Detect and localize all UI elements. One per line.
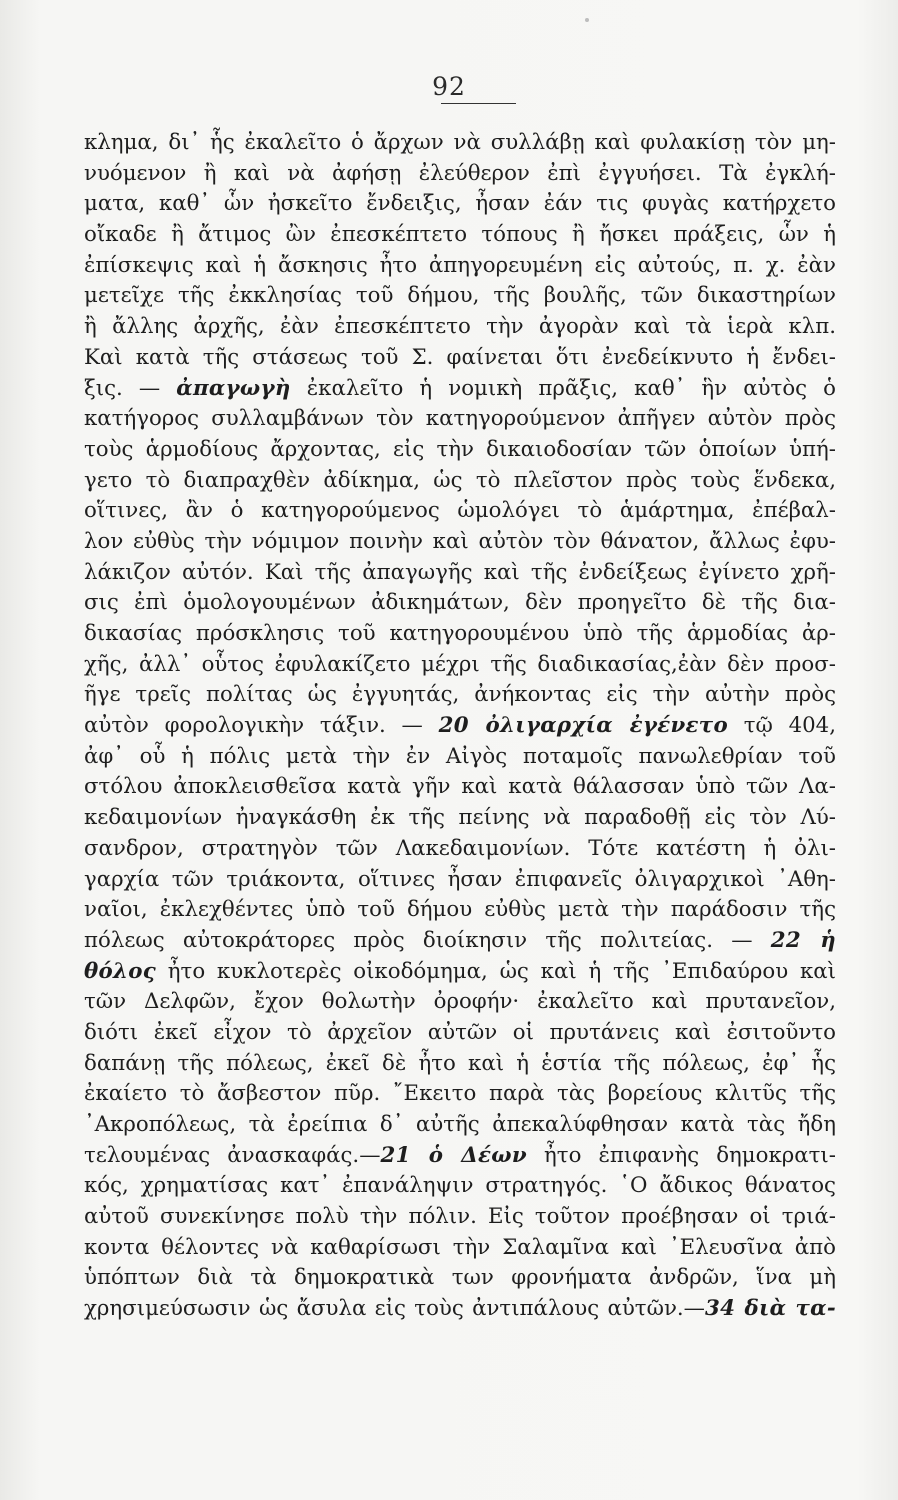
page-number-rule <box>441 103 516 104</box>
text-line <box>84 650 836 681</box>
text-run: ἦτο κυκλοτερὲς οἰκοδόμημα, ὡς καὶ ἡ τῆς ᾿Επιδαύρου καὶ <box>156 958 836 984</box>
text-run: γαρχία τῶν τριάκοντα, οἵτινες ἦσαν ἐπιφανεῖς ὀλιγαρχικοὶ ᾿Αθη- <box>84 866 836 892</box>
text-run: ἐκαίετο τὸ ἄσβεστον πῦρ. ῎Εκειτο παρὰ τὰς βορείους κλιτῦς τῆς <box>84 1081 836 1107</box>
text-run: χρησιμεύσωσιν ὡς ἄσυλα εἰς τοὺς ἀντιπάλους αὐτῶν.— <box>84 1296 705 1322</box>
text-run: γετο τὸ διαπραχθὲν ἀδίκημα, ὡς τὸ πλεῖστον πρὸς τοὺς ἕνδεκα, <box>84 467 836 493</box>
text-run: κλημα, δι᾿ ἧς ἐκαλεῖτο ὁ ἄρχων νὰ συλλάβῃ καὶ φυλακίσῃ τὸν μη- <box>84 130 836 155</box>
emphasized-term: ἀπαγωγὴ <box>176 375 291 401</box>
text-line <box>84 1202 836 1233</box>
text-run: οἴκαδε ἢ ἄτιμος ὢν ἐπεσκέπτετο τόπους ἢ ἤσκει πράξεις, ὧν ἡ <box>84 222 836 248</box>
text-run: σις ἐπὶ ὁμολογουμένων ἀδικημάτων, δὲν προηγεῖτο δὲ τῆς δια- <box>84 590 836 616</box>
text-line <box>84 1294 836 1325</box>
text-run: στόλου ἀποκλεισθεῖσα κατὰ γῆν καὶ κατὰ θάλασσαν ὑπὸ τῶν Λα- <box>84 774 836 800</box>
text-line <box>84 803 836 834</box>
text-line <box>84 220 836 251</box>
text-line <box>84 1110 836 1141</box>
text-run: αὐτοῦ συνεκίνησε πολὺ τὴν πόλιν. Εἰς τοῦτον προέβησαν οἱ τριά- <box>84 1204 836 1230</box>
text-line <box>84 1233 836 1264</box>
emphasized-term: 34 διὰ τα- <box>704 1296 836 1322</box>
text-line <box>84 987 836 1018</box>
text-run: κός, χρηματίσας κατ᾿ ἐπανάληψιν στρατηγός. ῾Ο ἄδικος θάνατος <box>84 1173 836 1199</box>
text-run: ματα, καθ᾿ ὧν ἠσκεῖτο ἔνδειξις, ἦσαν ἐάν τις φυγὰς κατήρχετο <box>84 191 836 217</box>
text-run: ἐκαλεῖτο ἡ νομικὴ πρᾶξις, καθ᾿ ἣν αὐτὸς ὁ <box>290 375 836 401</box>
text-line <box>84 865 836 896</box>
text-line <box>84 189 836 220</box>
text-line <box>84 435 836 466</box>
text-line <box>84 404 836 435</box>
text-line <box>84 1263 836 1294</box>
text-run: ναῖοι, ἐκλεχθέντες ὑπὸ τοῦ δήμου εὐθὺς μετὰ τὴν παράδοσιν τῆς <box>84 897 836 923</box>
text-run: ἐπίσκεψις καὶ ἡ ἄσκησις ἦτο ἀπηγορευμένη εἰς αὐτούς, π. χ. ἐὰν <box>84 252 836 278</box>
text-line <box>84 527 836 558</box>
text-run: δικασίας πρόσκλησις τοῦ κατηγορουμένου ὑπὸ τῆς ἁρμοδίας ἀρ- <box>84 621 836 646</box>
text-line <box>84 1049 836 1080</box>
text-run: ἢ ἄλλης ἀρχῆς, ἐὰν ἐπεσκέπτετο τὴν ἀγορὰν καὶ τὰ ἱερὰ κλπ. <box>84 314 836 340</box>
text-run: ᾿Ακροπόλεως, τὰ ἐρείπια δ᾿ αὐτῆς ἀπεκαλύφθησαν κατὰ τὰς ἤδη <box>84 1112 836 1137</box>
text-run: νυόμενον ἢ καὶ νὰ ἀφήσῃ ἐλεύθερον ἐπὶ ἐγγυήσει. Τὰ ἐγκλή- <box>84 160 836 186</box>
text-line <box>84 496 836 527</box>
text-run: κατήγορος συλλαμβάνων τὸν κατηγορούμενον ἀπῆγεν αὐτὸν πρὸς <box>84 406 836 432</box>
text-run: οἵτινες, ἂν ὁ κατηγορούμενος ὡμολόγει τὸ ἁμάρτημα, ἐπέβαλ- <box>84 498 836 524</box>
text-line <box>84 343 836 374</box>
text-run: πόλεως αὐτοκράτορες πρὸς διοίκησιν τῆς πολιτείας. — <box>84 927 771 953</box>
text-line <box>84 159 836 190</box>
text-line <box>84 926 836 957</box>
text-line <box>84 128 836 159</box>
text-run: κεδαιμονίων ἠναγκάσθη ἐκ τῆς πείνης νὰ παραδοθῇ εἰς τὸν Λύ- <box>84 805 836 831</box>
emphasized-term: 22 ἡ <box>770 927 836 953</box>
emphasized-term: θόλος <box>84 958 157 984</box>
emphasized-term: 20 ὀλιγαρχία ἐγένετο <box>438 713 728 739</box>
text-line <box>84 772 836 803</box>
text-run: διότι ἐκεῖ εἶχον τὸ ἀρχεῖον αὐτῶν οἱ πρυτάνεις καὶ ἐσιτοῦντο <box>84 1019 836 1045</box>
text-line <box>84 619 836 650</box>
emphasized-term: 21 ὁ Δέων <box>380 1142 527 1168</box>
text-run: λον εὐθὺς τὴν νόμιμον ποινὴν καὶ αὐτὸν τὸν θάνατον, ἄλλως ἐφυ- <box>84 528 836 554</box>
text-line <box>84 742 836 773</box>
text-run: τῶν Δελφῶν, ἔχον θολωτὴν ὀροφήν· ἐκαλεῖτο καὶ πρυτανεῖον, <box>84 989 836 1015</box>
text-run: ὑπόπτων διὰ τὰ δημοκρατικὰ των φρονήματα ἀνδρῶν, ἵνα μὴ <box>84 1265 836 1291</box>
text-run: ἦτο ἐπιφανὴς δημοκρατι- <box>526 1142 836 1168</box>
text-run: μετεῖχε τῆς ἐκκλησίας τοῦ δήμου, τῆς βουλῆς, τῶν δικαστηρίων <box>84 283 836 309</box>
text-line <box>84 1141 836 1172</box>
text-run: αὐτὸν φορολογικὴν τάξιν. — <box>84 713 439 739</box>
text-line <box>84 1079 836 1110</box>
text-line <box>84 680 836 711</box>
text-line <box>84 558 836 589</box>
text-run: λάκιζον αὐτόν. Καὶ τῆς ἀπαγωγῆς καὶ τῆς ἐνδείξεως ἐγίνετο χρῆ- <box>84 559 836 585</box>
text-line <box>84 588 836 619</box>
text-line <box>84 374 836 405</box>
text-run: ῆγε τρεῖς πολίτας ὡς ἐγγυητάς, ἀνήκοντας εἰς τὴν αὐτὴν πρὸς <box>84 682 836 708</box>
text-line <box>84 281 836 312</box>
text-line <box>84 312 836 343</box>
text-line <box>84 466 836 497</box>
text-run: κοντα θέλοντες νὰ καθαρίσωσι τὴν Σαλαμῖνα καὶ ᾿Ελευσῖνα ἀπὸ <box>84 1234 836 1260</box>
text-run: ἀφ᾿ οὗ ἡ πόλις μετὰ τὴν ἐν Αἰγὸς ποταμοῖς πανωλεθρίαν τοῦ <box>84 743 836 769</box>
text-line <box>84 1171 836 1202</box>
text-run: δαπάνῃ τῆς πόλεως, ἐκεῖ δὲ ἦτο καὶ ἡ ἑστία τῆς πόλεως, ἐφ᾿ ἧς <box>84 1050 836 1076</box>
text-run: τοὺς ἁρμοδίους ἄρχοντας, εἰς τὴν δικαιοδοσίαν τῶν ὁποίων ὑπή- <box>84 436 836 462</box>
body-text <box>84 128 836 1325</box>
text-run: τῷ 404, <box>727 713 836 739</box>
text-line <box>84 1018 836 1049</box>
text-line <box>84 834 836 865</box>
text-run: χῆς, ἀλλ᾿ οὗτος ἐφυλακίζετο μέχρι τῆς διαδικασίας,ἐὰν δὲν προσ- <box>84 651 836 677</box>
text-line <box>84 957 836 988</box>
text-run: Καὶ κατὰ τῆς στάσεως τοῦ Σ. φαίνεται ὅτι ἐνεδείκνυτο ἡ ἔνδει- <box>84 344 836 370</box>
text-run: τελουμένας ἀνασκαφάς.— <box>84 1142 381 1168</box>
paper-speck <box>585 18 589 22</box>
text-run: ξις. — <box>84 375 177 401</box>
text-line <box>84 711 836 742</box>
text-run: σανδρον, στρατηγὸν τῶν Λακεδαιμονίων. Τότε κατέστη ἡ ὀλι- <box>84 835 836 861</box>
text-line <box>84 251 836 282</box>
text-line <box>84 895 836 926</box>
page-number: 92 <box>432 72 466 101</box>
